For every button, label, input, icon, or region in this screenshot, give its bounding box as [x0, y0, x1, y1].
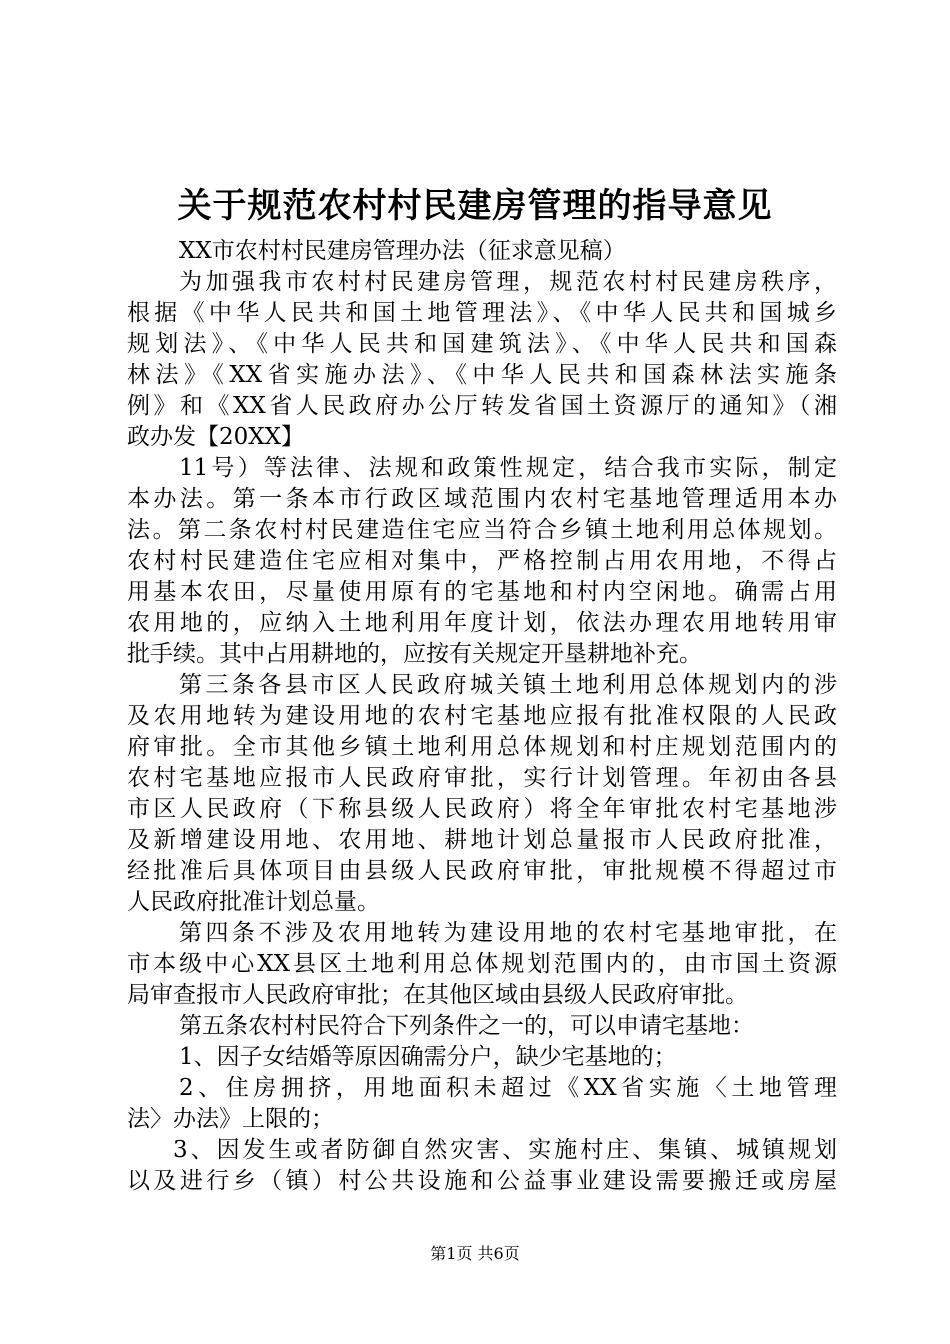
text-line: 例》和《XX省人民政府办公厅转发省国土资源厅的通知》（湘 [127, 393, 837, 419]
text-line: 局审查报市人民政府审批；在其他区域由县级人民政府审批。 [127, 982, 748, 1008]
text-line: 农村村民建造住宅应相对集中，严格控制占用农用地，不得占 [127, 548, 837, 574]
text-line: 用基本农田，尽量使用原有的宅基地和村内空闲地。确需占用 [127, 579, 837, 605]
text-line: 府审批。全市其他乡镇土地利用总体规划和村庄规划范围内的 [127, 734, 837, 760]
text-line: 根据《中华人民共和国土地管理法》、《中华人民共和国城乡 [127, 300, 837, 326]
text-line: 1、因子女结婚等原因确需分户，缺少宅基地的； [179, 1044, 677, 1070]
text-line: 第五条农村村民符合下列条件之一的，可以申请宅基地： [179, 1013, 754, 1039]
text-line: 法〉办法》上限的； [127, 1106, 334, 1132]
text-line: 林法》《XX省实施办法》、《中华人民共和国森林法实施条 [127, 362, 837, 388]
text-line: 批手续。其中占用耕地的，应按有关规定开垦耕地补充。 [127, 641, 702, 667]
text-line: 政办发【20XX】 [127, 424, 305, 450]
text-line: 及新增建设用地、农用地、耕地计划总量报市人民政府批准， [127, 827, 837, 853]
text-line: 第四条不涉及农用地转为建设用地的农村宅基地审批，在 [179, 920, 837, 946]
page-number-footer: 第1页 共6页 [430, 1244, 520, 1263]
text-line: 农村宅基地应报市人民政府审批，实行计划管理。年初由各县 [127, 765, 837, 791]
text-line: 市本级中心XX县区土地利用总体规划范围内的，由市国土资源 [127, 951, 837, 977]
text-line: 农用地的，应纳入土地利用年度计划，依法办理农用地转用审 [127, 610, 837, 636]
text-line: 法。第二条农村村民建造住宅应当符合乡镇土地利用总体规划。 [127, 517, 837, 543]
text-line: 市区人民政府（下称县级人民政府）将全年审批农村宅基地涉 [127, 796, 837, 822]
document-body [127, 236, 837, 1197]
text-line: 及农用地转为建设用地的农村宅基地应报有批准权限的人民政 [127, 703, 837, 729]
text-line: 第三条各县市区人民政府城关镇土地利用总体规划内的涉 [179, 672, 837, 698]
text-line: 规划法》、《中华人民共和国建筑法》、《中华人民共和国森 [127, 331, 837, 357]
text-line: 以及进行乡（镇）村公共设施和公益事业建设需要搬迁或房屋 [127, 1168, 837, 1194]
text-line: 人民政府批准计划总量。 [127, 889, 380, 915]
text-line: 经批准后具体项目由县级人民政府审批，审批规模不得超过市 [127, 858, 837, 884]
document-title: 关于规范农村村民建房管理的指导意见 [177, 186, 773, 226]
text-line: 11号）等法律、法规和政策性规定，结合我市实际，制定 [179, 455, 837, 481]
text-line: 2、住房拥挤，用地面积未超过《XX省实施〈土地管理 [179, 1075, 837, 1101]
text-line: XX市农村村民建房管理办法（征求意见稿） [179, 238, 626, 264]
text-line: 为加强我市农村村民建房管理，规范农村村民建房秩序， [179, 269, 837, 295]
text-line: 本办法。第一条本市行政区域范围内农村宅基地管理适用本办 [127, 486, 837, 512]
text-line: 3、因发生或者防御自然灾害、实施村庄、集镇、城镇规划 [173, 1137, 837, 1163]
